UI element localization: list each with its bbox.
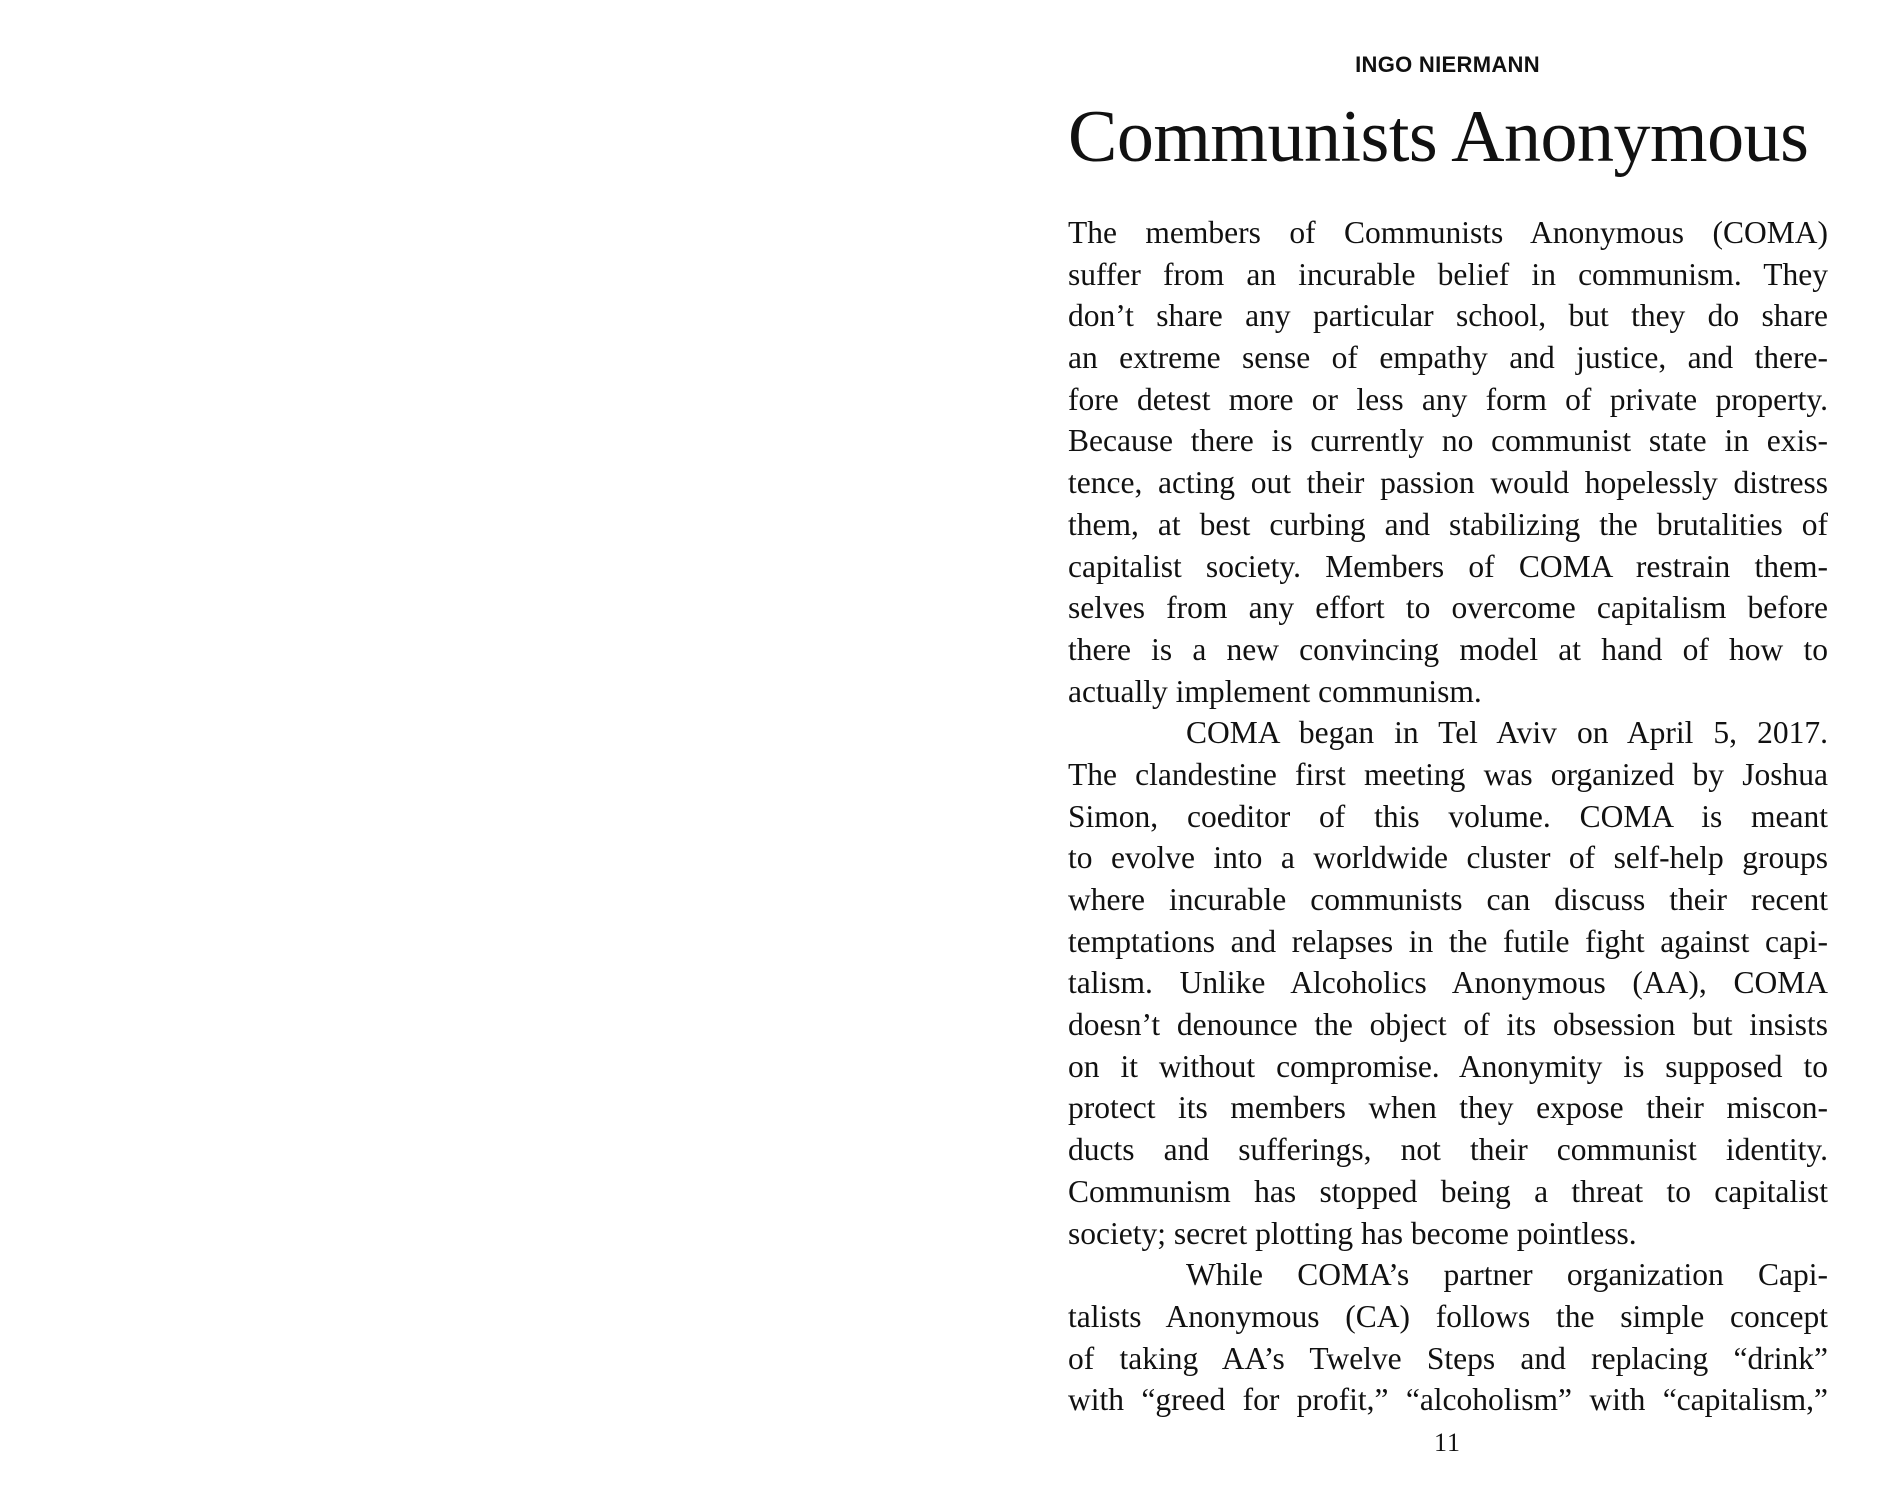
text-line: an extreme sense of empathy and justice, and there- [1068,340,1828,376]
text-line: COMA began in Tel Aviv on April 5, 2017. [1186,715,1828,751]
text-line: don’t share any particular school, but they do share [1068,298,1828,334]
paragraph [1068,212,1828,712]
text-line: suffer from an incurable belief in communism. They [1068,256,1828,292]
right-page [1060,0,1887,1500]
text-line: Simon, coeditor of this volume. COMA is meant [1068,798,1828,834]
text-line: with “greed for profit,” “alcoholism” with “capitalism,” [1068,1382,1828,1418]
text-line: to evolve into a worldwide cluster of self-help groups [1068,840,1828,876]
text-line: tence, acting out their passion would hopelessly distress [1068,465,1828,501]
text-line: where incurable communists can discuss their recent [1068,882,1828,917]
text-line: The members of Communists Anonymous (COMA) [1068,215,1828,250]
text-line: on it without compromise. Anonymity is supposed to [1068,1048,1828,1084]
text-line: them, at best curbing and stabilizing the brutalities of [1068,506,1828,542]
text-line: temptations and relapses in the futile fight against capi- [1068,923,1828,959]
text-line: While COMA’s partner organization Capi- [1186,1257,1828,1293]
text-line: talists Anonymous (CA) follows the simple concept [1068,1298,1828,1334]
text-line: Because there is currently no communist state in exis- [1068,423,1828,459]
text-line: fore detest more or less any form of private property. [1068,381,1828,417]
text-line: protect its members when they expose their miscon- [1068,1090,1828,1126]
text-line: doesn’t denounce the object of its obsession but insists [1068,1007,1828,1043]
text-line: talism. Unlike Alcoholics Anonymous (AA), COMA [1068,965,1828,1001]
text-line: Communism has stopped being a threat to capitalist [1068,1173,1828,1209]
paragraph [1068,1254,1828,1421]
text-line: The clandestine first meeting was organized by Joshua [1068,756,1828,792]
text-line: capitalist society. Members of COMA restrain them- [1068,548,1828,584]
page-number: 11 [1433,1428,1462,1457]
body-text [1068,212,1828,1421]
text-line: actually implement communism. [1068,673,1482,709]
text-line: of taking AA’s Twelve Steps and replacing “drink” [1068,1340,1828,1376]
paragraph [1068,712,1828,1254]
text-line: society; secret plotting has become pointless. [1068,1215,1637,1251]
author-name: INGO NIERMANN [1355,52,1540,77]
chapter-title: Communists Anonymous [1068,96,1809,178]
text-line: selves from any effort to overcome capitalism before [1068,590,1828,626]
text-line: ducts and sufferings, not their communist identity. [1068,1132,1828,1168]
text-line: there is a new convincing model at hand of how to [1068,631,1828,667]
